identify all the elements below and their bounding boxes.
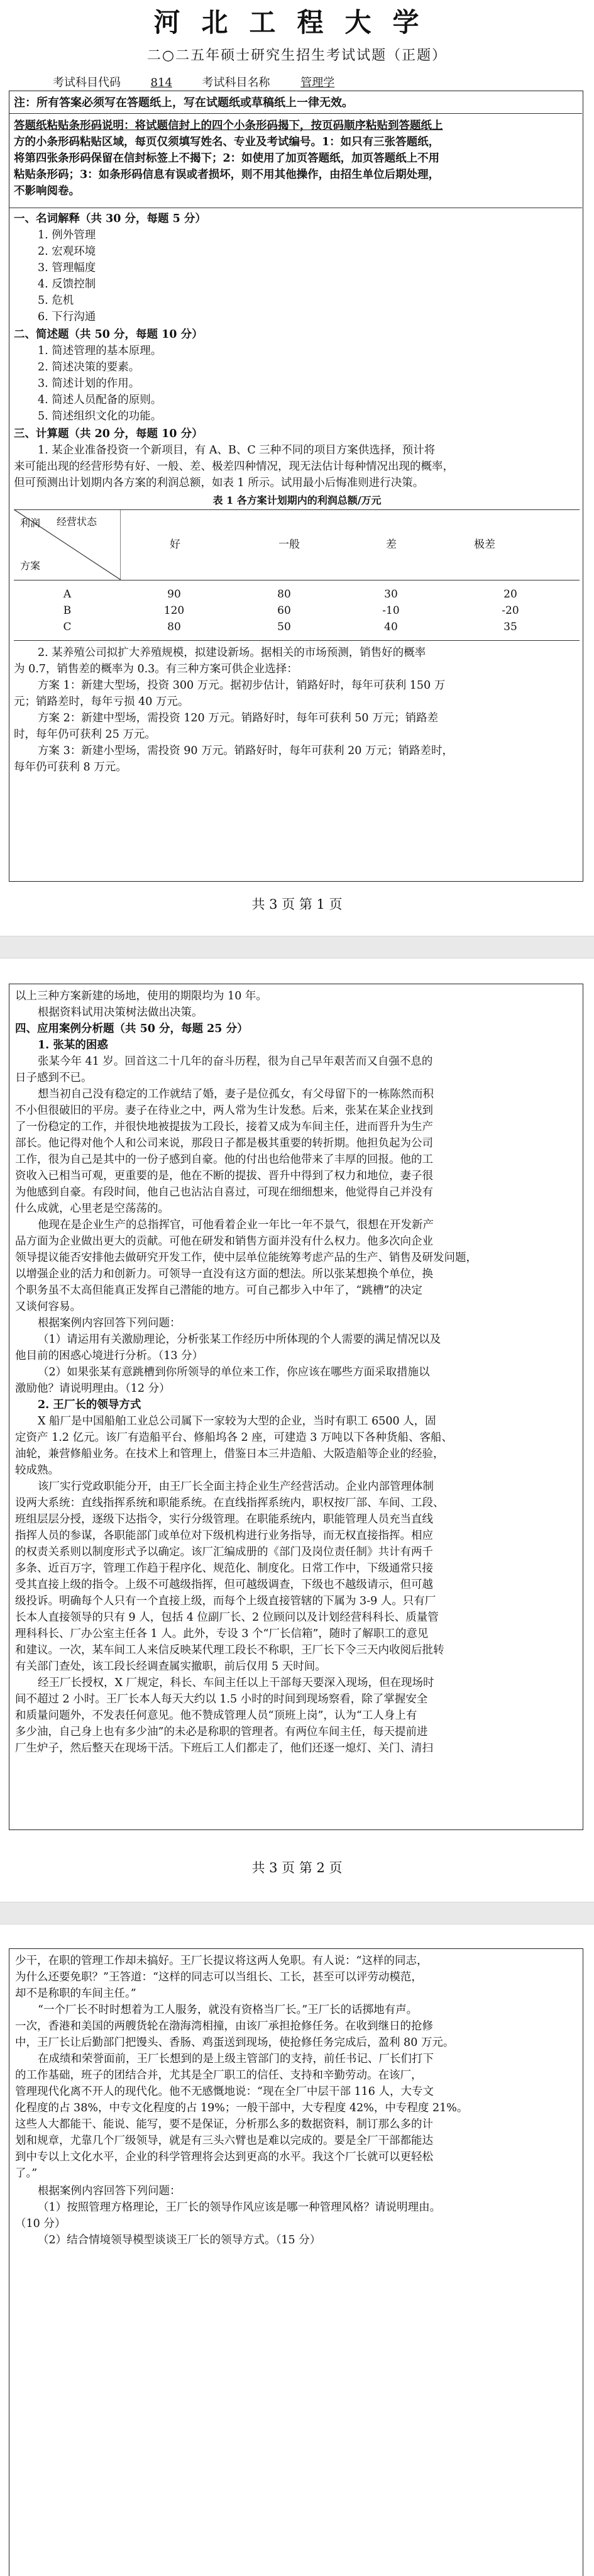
case1-text: 又谈何容易。 (15, 1301, 81, 1313)
sec1-item: 4. 反馈控制 (38, 278, 96, 291)
case1-text: 他现在是企业生产的总指挥官，可他看着企业一年比一年不景气，很想在开发新产 (38, 1219, 434, 1231)
table-header-normal: 一般 (278, 538, 300, 551)
calc-q1-line: 来可能出现的经营形势有好、一般、差、极差四种情况，现无法估计每种情况出现的概率， (14, 460, 454, 473)
sec1-item: 1. 例外管理 (38, 229, 96, 242)
case2-text: 为什么还要免职？”王答道：“这样的同志可以当组长、工长，甚至可以评劳动模范， (15, 1971, 422, 1984)
case2-question-2: （2）结合情境领导模型谈谈王厂长的领导方式。（15 分） (38, 2234, 321, 2246)
subject-code-label: 考试科目代码 (53, 76, 121, 89)
table-header-good: 好 (170, 538, 180, 551)
table-cell: 80 (167, 621, 181, 633)
exam-page-2 (0, 958, 594, 1902)
case1-question-2: 激励他？请说明理由。（12 分） (15, 1382, 170, 1395)
case-1-title: 1. 张某的困惑 (38, 1039, 108, 1052)
profit-table (14, 586, 580, 635)
calc-q2-line: 2. 某养殖公司拟扩大养殖规模，拟建设新场。据相关的市场预测，销售好的概率 (38, 647, 426, 659)
notice-text: 注：所有答案必须写在答题纸上，写在试题纸或草稿纸上一律无效。 (14, 96, 353, 109)
case2-text: 间不超过 2 小时。王厂长本人每天大约以 1.5 小时的时间到现场察看，除了掌握安全 (15, 1693, 428, 1706)
subject-code-value: 814 (150, 76, 172, 89)
case2-text: “一个厂长不时时想着为工人服务，就没有资格当厂长。”王厂长的话掷地有声。 (38, 2004, 418, 2016)
case2-text: 却不是称职的车间主任。” (15, 1987, 136, 2000)
case2-text: X 船厂是中国船舶工业总公司属下一家较为大型的企业，当时有职工 6500 人，固 (38, 1415, 436, 1428)
q2-continued: 以上三种方案新建的场地，使用的期限均为 10 年。 (15, 990, 267, 1002)
table-row (14, 602, 580, 619)
case2-text: 化程度的占 38%，中专文化程度的占 19%；一般干部中，大专程度 42%，中专程度 21%。 (15, 2102, 468, 2114)
case2-text: 油轮，兼营修船业务。在技术上和管理上，借鉴日本三井造船、大阪造船等企业的经验， (15, 1448, 444, 1460)
table-cell: 120 (163, 604, 185, 617)
case1-text: 张某今年 41 岁。回首这二十几年的奋斗历程，很为自己早年艰苦而又自强不息的 (38, 1055, 433, 1068)
case2-text: 有关部门查处，该工段长经调查属实撤职，前后仅用 5 天时间。 (15, 1660, 326, 1673)
barcode-instruction-3: 将第四张条形码保留在信封标签上不揭下；2：如使用了加页答题纸，加页答题纸上不用 (14, 152, 440, 165)
case2-question-1: （1）按照管理方格理论，王厂长的领导作风应该是哪一种管理风格？请说明理由。 (38, 2201, 441, 2214)
table-row (14, 619, 580, 635)
section-3-title: 三、计算题（共 20 分，每题 10 分） (14, 428, 203, 440)
case2-text: 的权责关系则以制度形式予以确定。该厂汇编成册的《部门及岗位责任制》共计有两千 (15, 1546, 433, 1558)
case1-text: 为他感到自豪。有段时间，他自己也沾沾自喜过，可现在细细想来，他觉得自己并没有 (15, 1186, 433, 1199)
sec2-item: 4. 简述人员配备的原则。 (38, 394, 162, 406)
case2-text: 了。” (15, 2167, 38, 2180)
sec2-item: 2. 简述决策的要素。 (38, 361, 140, 374)
divider (9, 113, 582, 114)
table-header-bad: 差 (386, 538, 397, 551)
subject-info (53, 75, 361, 91)
case2-text: 厂生炉子，然后整天在现场干活。下班后工人们都走了，他们还逐一熄灯、关门、清扫 (15, 1742, 433, 1755)
subject-name-label: 考试科目名称 (202, 76, 270, 89)
table-cell: 50 (277, 621, 291, 633)
case2-text: 在成绩和荣誉面前，王厂长想到的是上级主管部门的支持，前任书记、厂长们打下 (38, 2053, 434, 2065)
page-footer: 共 3 页 第 2 页 (251, 1860, 343, 1875)
calc-q2-line: 时，每年仍可获利 25 万元。 (14, 728, 156, 741)
page-separator (0, 936, 594, 958)
case2-text: 长本人直接领导的只有 9 人，包括 4 位副厂长、2 位顾问以及计划经营科科长、质量管 (15, 1611, 439, 1624)
case1-text: 什么成就，心里老是空荡荡的。 (15, 1202, 169, 1215)
calc-q2-line: 为 0.7，销售差的概率为 0.3。有三种方案可供企业选择： (14, 663, 298, 675)
table-cell-plan: C (63, 621, 72, 633)
table-cell-plan: A (63, 588, 72, 601)
table-cell: 20 (503, 588, 517, 601)
case-2-title: 2. 王厂长的领导方式 (38, 1399, 141, 1411)
table-cell: 40 (384, 621, 398, 633)
table-row (14, 586, 580, 602)
table-corner-profit: 利润 (20, 517, 41, 529)
case2-question-1: （10 分） (15, 2218, 66, 2230)
exam-title: 二○二五年硕士研究生招生考试试题（正题） (146, 48, 448, 64)
calc-q2-line: 方案 1：新建大型场，投资 300 万元。据初步估计，销路好时，每年可获利 150 万 (38, 679, 446, 692)
case1-question-intro: 根据案例内容回答下列问题： (38, 1317, 181, 1330)
case2-text: 多少油，自己身上也有多少油”的未必是称职的管理者。有两位车间主任，每天提前进 (15, 1726, 428, 1738)
case2-text: 到中专以上文化水平，企业的科学管理将会达到更高的水平。我这个厂长就可以更轻松 (15, 2151, 433, 2163)
case2-text: 中，王厂长让后勤部门把馒头、香肠、鸡蛋送到现场，使抢修任务完成后，盈利 80 万元。 (15, 2036, 454, 2049)
calc-q2-line: 每年仍可获利 8 万元。 (14, 761, 127, 774)
table-cell: -20 (502, 604, 519, 617)
table-cell: 80 (277, 588, 291, 601)
sec1-item: 5. 危机 (38, 294, 74, 307)
school-title: 河北工程大学 (153, 7, 441, 38)
barcode-instruction-5: 不影响阅卷。 (14, 185, 80, 197)
calc-q2-line: 元；销路差时，每年亏损 40 万元。 (14, 696, 189, 708)
barcode-instruction-2: 方的小条形码粘贴区域，每页仅须填写姓名、专业及考试编号。1：如只有三张答题纸， (14, 136, 440, 148)
page-footer: 共 3 页 第 1 页 (251, 897, 343, 912)
exam-page-1 (0, 0, 594, 936)
case2-text: 一次，香港和美国的两艘货轮在渤海湾相撞，由该厂承担抢修任务。在收到继日的抢修 (15, 2020, 433, 2033)
barcode-instruction-4: 粘贴条形码；3：如条形码信息有误或者损坏，则不用其他操作，由招生单位后期处理， (14, 169, 440, 181)
case1-question-1: 他目前的困惑心境进行分析。（13 分） (15, 1350, 204, 1362)
case1-text: 想当初自己没有稳定的工作就结了婚，妻子是位孤女，有父母留下的一栋陈然而积 (38, 1088, 434, 1101)
table-cell: 90 (167, 588, 181, 601)
sec2-item: 5. 简述组织文化的功能。 (38, 410, 162, 423)
q2-continued: 根据资料试用决策树法做出决策。 (38, 1006, 203, 1019)
case2-text: 受其直接上级的指令。上级不可越级指挥，但可越级调查，下级也不越级请示，但可越 (15, 1579, 433, 1591)
case2-text: 管理现代化离不开人的现代化。他不无感慨地说：“现在全厂中层干部 116 人，大专文 (15, 2085, 434, 2098)
sec1-item: 2. 宏观环境 (38, 245, 96, 258)
calc-q2-line: 方案 2：新建中型场，需投资 120 万元。销路好时，每年可获利 50 万元；销路差 (38, 712, 439, 724)
case2-text: 经王厂长授权，X 厂规定，科长、车间主任以上干部每天要深入现场，但在现场时 (38, 1677, 434, 1689)
table-header-worst: 极差 (474, 538, 495, 551)
case1-text: 资收入已相当可观，更重要的是，他在不断的提拔、晋升中得到了权力和地位，妻子很 (15, 1170, 433, 1182)
case2-text: 和质量问题外，不发表任何意见。他不赞成管理人员“顶班上岗”，认为“工人身上有 (15, 1709, 417, 1722)
sec1-item: 6. 下行沟通 (38, 311, 96, 323)
section-2-title: 二、简述题（共 50 分，每题 10 分） (14, 328, 203, 341)
table-corner-state: 经营状态 (57, 516, 97, 528)
case1-question-2: （2）如果张某有意跳槽到你所领导的单位来工作，你应该在哪些方面采取措施以 (38, 1366, 430, 1379)
calc-q1-line: 1. 某企业准备投资一个新项目，有 A、B、C 三种不同的项目方案供选择，预计将 (38, 444, 436, 457)
case2-text: 划和规章，尤靠几个厂级领导，就是有三头六臂也是难以完成的。要是全厂干部都能达 (15, 2135, 433, 2147)
sec1-item: 3. 管理幅度 (38, 262, 96, 274)
case2-text: 指挥人员的参谋，各职能部门或单位对下级机构进行业务指导，而无权直接指挥。相应 (15, 1530, 433, 1542)
table-bottom-rule (14, 640, 580, 641)
calc-q2-line: 方案 3：新建小型场，需投资 90 万元。销路好时，每年可获利 20 万元；销路差时， (38, 745, 453, 757)
case2-text: 定资产 1.2 亿元。该厂有造船平台、修船坞各 2 座，可建造 3 万吨以下各种货船、客船、 (15, 1431, 453, 1444)
case1-text: 领导提议能否安排他去做研究开发工作，使中层单位能统筹考虑产品的生产、销售及研发问题， (15, 1252, 477, 1264)
case2-text: 和建议。一次，某车间工人来信反映某代理工段长不称职，王厂长下令三天内收阅后批转 (15, 1644, 444, 1657)
table-cell-plan: B (63, 604, 72, 617)
case1-text: 以增强企业的活力和创新力。可领导一直没有这方面的想法。所以张某想换个单位，换 (15, 1268, 433, 1280)
table-cell: -10 (382, 604, 400, 617)
case1-text: 个职务虽不太高但能真正发挥自己潜能的地方。可自己都步入中年了，“跳槽”的决定 (15, 1284, 422, 1297)
table-cell: 30 (384, 588, 398, 601)
case1-text: 工作，很为自己是其中的一份子感到自豪。他的付出也给他带来了丰厚的回报。他的工 (15, 1153, 433, 1166)
section-1-title: 一、名词解释（共 30 分，每题 5 分） (14, 213, 206, 225)
case2-text: 这些人大都能干、能说、能写，要不是保证，分析那么多的数据资料，制订那么多的计 (15, 2118, 433, 2131)
case1-text: 日子感到不已。 (15, 1072, 92, 1084)
case2-text: 少干，在职的管理工作却未搞好。王厂长提议将这两人免职。有人说：“这样的同志， (15, 1955, 428, 1967)
table-cell: 60 (277, 604, 291, 617)
calc-q1-line: 但可预测出计划期内各方案的利润总额，如表 1 所示。试用最小后悔准则进行决策。 (14, 477, 424, 489)
sec2-item: 3. 简述计划的作用。 (38, 377, 140, 390)
case1-text: 部长。他记得对他个人和公司来说，那段日子都是极其重要的转折期。他担负起为公司 (15, 1137, 433, 1150)
case1-text: 品方面为企业做出更大的贡献。可他在研发和销售方面并没有什么权力。他多次向企业 (15, 1235, 433, 1248)
page-separator (0, 1902, 594, 1924)
case2-text: 设两大系统：直线指挥系统和职能系统。在直线指挥系统内，职权按厂部、车间、工段、 (15, 1497, 444, 1509)
case2-text: 的工作基础，班子的团结合并，尤其是全厂职工的信任、支持和辛勤劳动。在该厂， (15, 2069, 422, 2082)
case2-text: 班组层层分授，逐级下达指令，实行分级管理。在职能系统内，职能管理人员充当直线 (15, 1513, 433, 1526)
exam-page-3 (0, 1924, 594, 2576)
barcode-instruction-1: 答题纸粘贴条形码说明：将试题信封上的四个小条形码揭下，按页码顺序粘贴到答题纸上 (14, 119, 443, 132)
case2-text: 理科科长、厂办公室主任各 1 人。此外，专设 3 个“厂长信箱”，随时了解职工的意见 (15, 1628, 429, 1640)
section-4-title: 四、应用案例分析题（共 50 分，每题 25 分） (15, 1023, 248, 1035)
sec2-item: 1. 简述管理的基本原理。 (38, 345, 162, 357)
case1-text: 了一份稳定的工作，并很快地被提拔为工段长，接着又成为车间主任，进而晋升为生产 (15, 1121, 433, 1133)
case2-question-intro: 根据案例内容回答下列问题： (38, 2185, 181, 2197)
case2-text: 级投诉。明确每个人只有一个直接上级，而每个上级直接管辖的下属为 3-9 人。只有厂 (15, 1595, 436, 1607)
table-caption: 表 1 各方案计划期内的利润总额/万元 (212, 494, 382, 506)
case2-text: 较成熟。 (15, 1464, 59, 1477)
case2-text: 该厂实行党政职能分开，由王厂长全面主持企业生产经营活动。企业内部管理体制 (38, 1480, 434, 1493)
table-cell: 35 (503, 621, 517, 633)
case1-question-1: （1）请运用有关激励理论，分析张某工作经历中所体现的个人需要的满足情况以及 (38, 1333, 441, 1346)
case2-text: 多条、近百万字，管理工作趋于程序化、规范化、制度化。日常工作中，下级通常只接 (15, 1562, 433, 1575)
table-corner-plan: 方案 (20, 560, 41, 572)
subject-name-value: 管理学 (300, 76, 335, 89)
case1-text: 不小但很破旧的平房。妻子在待业之中，两人常为生计发愁。后来，张某在某企业找到 (15, 1104, 433, 1117)
